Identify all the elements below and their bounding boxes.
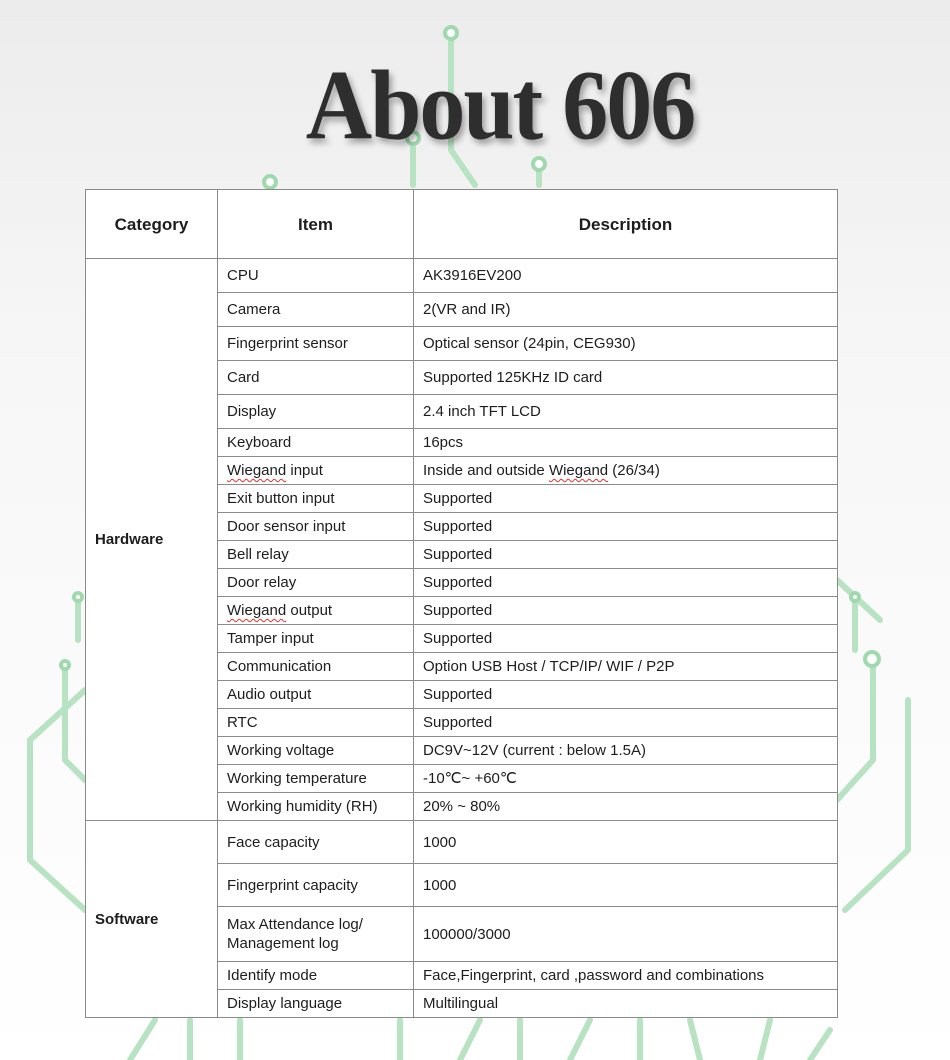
item-cell: Working voltage: [218, 737, 414, 765]
description-cell: Supported: [414, 597, 838, 625]
description-cell: Supported: [414, 681, 838, 709]
item-cell: Fingerprint sensor: [218, 327, 414, 361]
item-cell: Identify mode: [218, 962, 414, 990]
description-cell: Supported 125KHz ID card: [414, 361, 838, 395]
item-cell: Wiegand input: [218, 457, 414, 485]
item-cell: Face capacity: [218, 821, 414, 864]
spellcheck-word: Wiegand: [227, 462, 287, 479]
item-cell: Tamper input: [218, 625, 414, 653]
item-cell: Working temperature: [218, 765, 414, 793]
item-cell: Door relay: [218, 569, 414, 597]
description-cell: Optical sensor (24pin, CEG930): [414, 327, 838, 361]
description-cell: Face,Fingerprint, card ,password and combinations: [414, 962, 838, 990]
description-cell: 16pcs: [414, 429, 838, 457]
item-cell: CPU: [218, 259, 414, 293]
spellcheck-word: Wiegand: [548, 462, 609, 479]
description-cell: 2.4 inch TFT LCD: [414, 395, 838, 429]
description-cell: Supported: [414, 625, 838, 653]
category-cell: Software: [86, 821, 218, 1018]
page-title: About 606: [305, 49, 695, 161]
category-cell: Hardware: [86, 259, 218, 821]
item-cell: Working humidity (RH): [218, 793, 414, 821]
description-cell: DC9V~12V (current : below 1.5A): [414, 737, 838, 765]
header-item: Item: [218, 190, 414, 259]
header-description: Description: [414, 190, 838, 259]
table-row: [86, 821, 838, 864]
spec-table: [85, 189, 838, 1018]
description-cell: 20% ~ 80%: [414, 793, 838, 821]
description-cell: Supported: [414, 513, 838, 541]
item-cell: Exit button input: [218, 485, 414, 513]
table-header-row: [86, 190, 838, 259]
item-cell: Keyboard: [218, 429, 414, 457]
description-cell: 100000/3000: [414, 907, 838, 962]
description-cell: 1000: [414, 864, 838, 907]
item-cell: Display: [218, 395, 414, 429]
description-cell: AK3916EV200: [414, 259, 838, 293]
item-cell: Wiegand output: [218, 597, 414, 625]
item-cell: Communication: [218, 653, 414, 681]
description-cell: Supported: [414, 569, 838, 597]
item-cell: RTC: [218, 709, 414, 737]
item-cell: Max Attendance log/ Management log: [218, 907, 414, 962]
description-cell: Inside and outside Wiegand (26/34): [414, 457, 838, 485]
description-cell: Multilingual: [414, 990, 838, 1018]
item-cell: Audio output: [218, 681, 414, 709]
item-cell: Camera: [218, 293, 414, 327]
description-cell: Supported: [414, 541, 838, 569]
spellcheck-word: Wiegand: [227, 602, 287, 619]
item-cell: Card: [218, 361, 414, 395]
description-cell: Option USB Host / TCP/IP/ WIF / P2P: [414, 653, 838, 681]
item-cell: Fingerprint capacity: [218, 864, 414, 907]
description-cell: 1000: [414, 821, 838, 864]
description-cell: 2(VR and IR): [414, 293, 838, 327]
table-row: [86, 259, 838, 293]
item-cell: Display language: [218, 990, 414, 1018]
item-cell: Bell relay: [218, 541, 414, 569]
description-cell: Supported: [414, 709, 838, 737]
description-cell: -10℃~ +60℃: [414, 765, 838, 793]
spec-table-body: [86, 259, 838, 1018]
item-cell: Door sensor input: [218, 513, 414, 541]
description-cell: Supported: [414, 485, 838, 513]
header-category: Category: [86, 190, 218, 259]
